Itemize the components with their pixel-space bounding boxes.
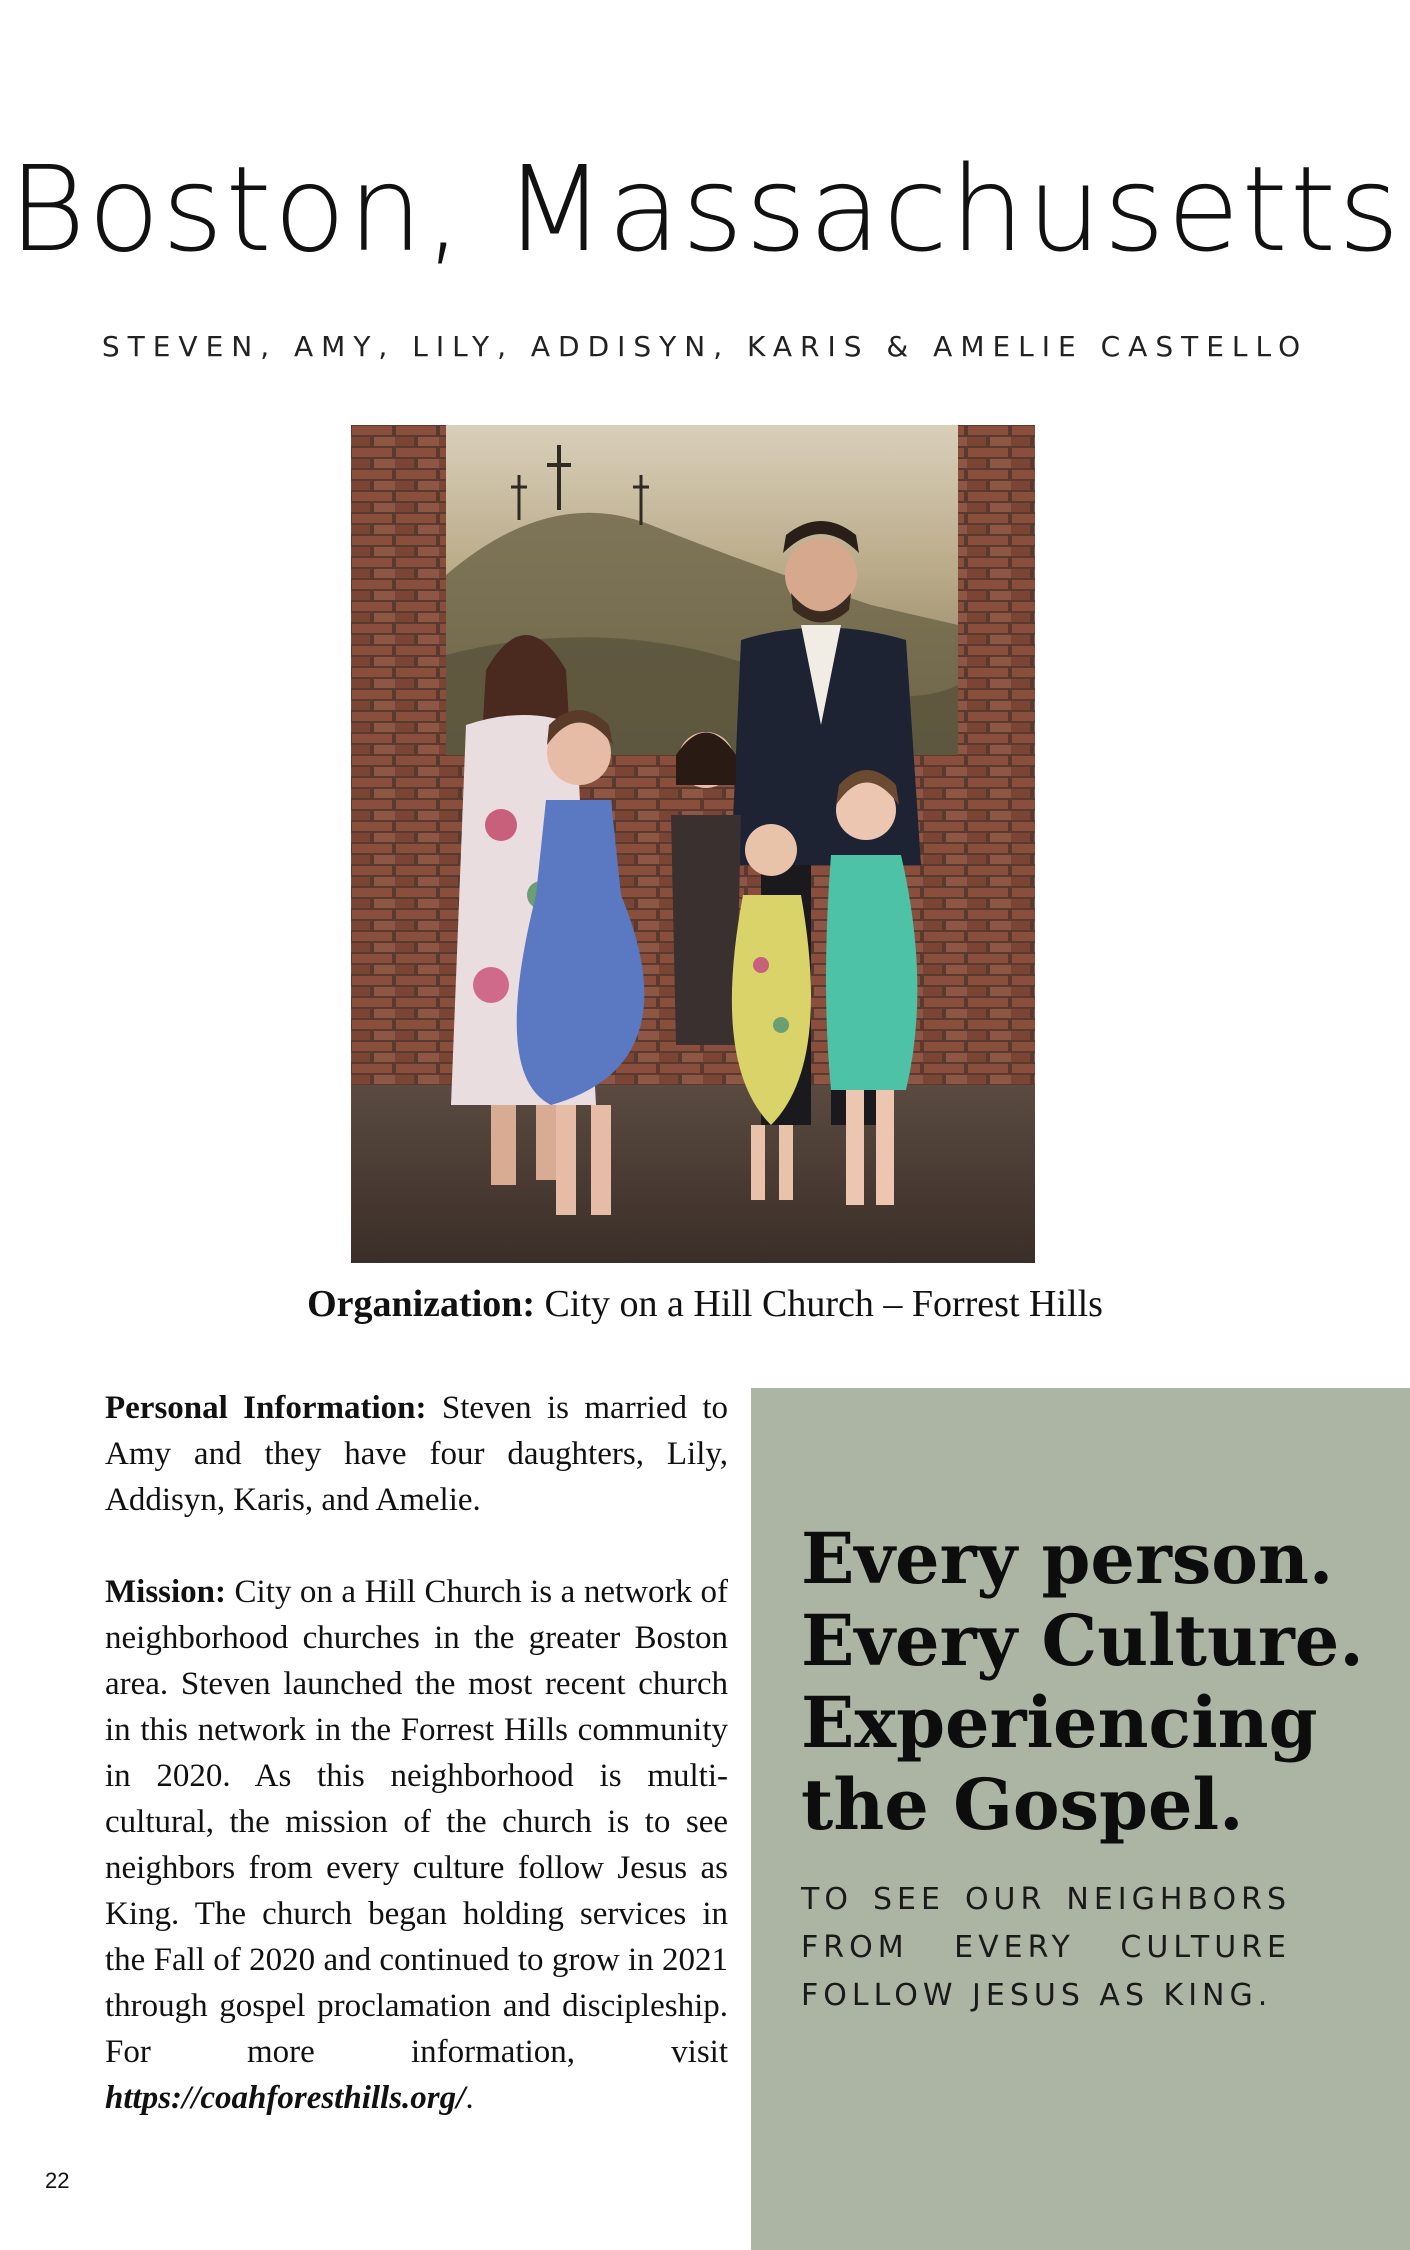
body-column bbox=[105, 1385, 728, 2167]
website-link[interactable]: https://coahforesthills.org/ bbox=[105, 2080, 466, 2116]
organization-label: Organization: bbox=[307, 1283, 536, 1325]
quote-heading bbox=[801, 1518, 1401, 1846]
quote-panel bbox=[751, 1388, 1410, 2250]
mission-label: Mission: bbox=[105, 1574, 227, 1610]
personal-info-label: Personal Information: bbox=[105, 1390, 427, 1426]
personal-info-text: Steven is married to Amy and they have four daughters, Lily, Addisyn, Karis, and Amelie. bbox=[105, 1390, 729, 1518]
mission-text: City on a Hill Church is a network of neighborhood churches in the greater Boston area. Steven launched the most recent church in this network in the Forrest Hills community in 2020. As this neighborhood is multi-cultural, the mission of the church is to see neighbors from every culture follow Jesus as King. The church began holding services in the Fall of 2020 and continued to grow in 2021 through gospel proclamation and discipleship. For more information, visit bbox=[105, 1574, 728, 2070]
quote-line-3: Experiencing bbox=[801, 1681, 1318, 1764]
quote-line-2: Every Culture. bbox=[801, 1599, 1364, 1682]
organization-line bbox=[0, 1282, 1410, 1326]
page-title: Boston, Massachusetts bbox=[8, 140, 1402, 278]
organization-value: City on a Hill Church – Forrest Hills bbox=[535, 1283, 1103, 1325]
family-photo bbox=[351, 425, 1035, 1263]
mission-trailing: . bbox=[465, 2080, 474, 2116]
mission-paragraph bbox=[105, 1569, 728, 2121]
family-names: STEVEN, AMY, LILY, ADDISYN, KARIS & AMELIE CASTELLO bbox=[101, 330, 1309, 363]
personal-info-paragraph bbox=[105, 1385, 728, 1523]
page-number: 22 bbox=[45, 2168, 70, 2193]
quote-line-4: the Gospel. bbox=[801, 1763, 1244, 1846]
quote-subtext: TO SEE OUR NEIGHBORS FROM EVERY CULTURE FOLLOW JESUS AS KING. bbox=[801, 1882, 1291, 2013]
quote-line-1: Every person. bbox=[801, 1517, 1334, 1600]
